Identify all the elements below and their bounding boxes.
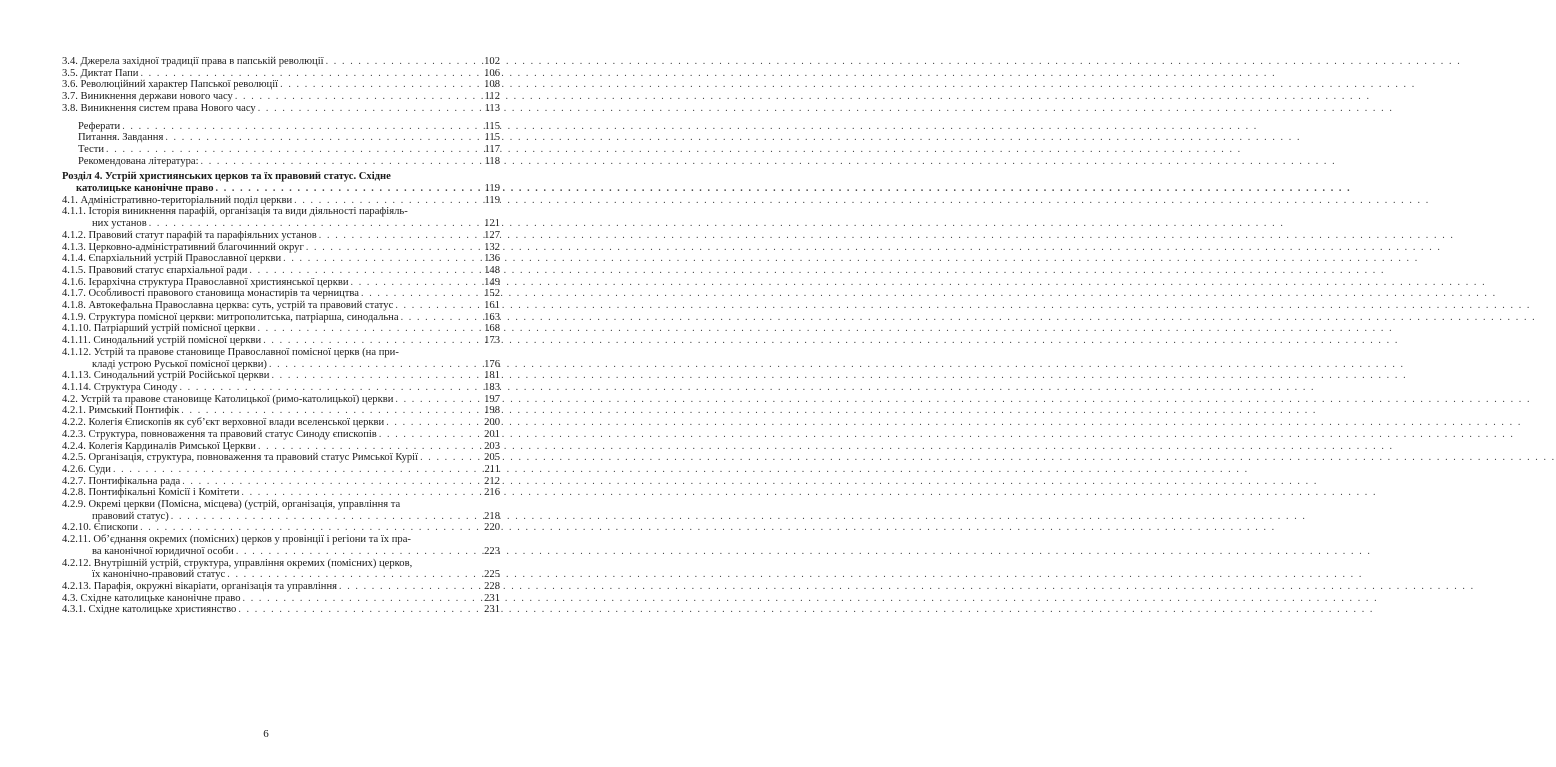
- leader-dots: [169, 511, 474, 523]
- toc-entry-page: 205: [484, 452, 500, 464]
- toc-entry-page: 198: [484, 405, 500, 417]
- toc-entry[interactable]: [62, 593, 500, 605]
- toc-entry-page: 218: [484, 510, 500, 522]
- toc-entry-page: 228: [484, 580, 500, 592]
- toc-entry-title: 4.2.11. Об’єднання окремих (помісних) церков у провінції і регіони та їх пра-: [62, 534, 411, 546]
- toc-entry[interactable]: [62, 417, 500, 429]
- toc-entry-title: 4.3. Східне католицьке канонічне право: [62, 592, 241, 604]
- toc-entry-page: 183: [484, 381, 500, 393]
- toc-entry-title: 4.1.2. Правовий статут парафій та парафіяльних установ: [62, 229, 317, 241]
- toc-section-entries: [62, 195, 500, 616]
- toc-entry-page: 197: [484, 393, 500, 405]
- toc-entry-page: 201: [484, 428, 500, 440]
- toc-entry-page: 231: [484, 604, 500, 616]
- toc-entry-title: 4.1.7. Особливості правового становища монастирів та черництва: [62, 288, 359, 300]
- leader-dots: [324, 56, 474, 68]
- toc-entry[interactable]: [62, 206, 500, 229]
- toc-entry-title: 4.1.4. Єпархіальний устрій Православної церкви: [62, 253, 282, 265]
- toc-entry[interactable]: [62, 452, 500, 464]
- leader-dots: [239, 487, 474, 499]
- leader-dots: [267, 359, 474, 371]
- toc-entry-title: 4.2.8. Понтифікальні Комісії і Комітети: [62, 487, 240, 499]
- leader-dots: [292, 195, 474, 207]
- toc-entry-page: 181: [484, 370, 500, 382]
- toc-entry-page: 203: [484, 440, 500, 452]
- toc-entry-title: 4.1. Адміністративно-територіальний поділ церкви: [62, 194, 293, 206]
- leader-dots: [199, 156, 474, 168]
- toc-entry-title: 4.1.11. Синодальний устрій помісної церкви: [62, 335, 262, 347]
- leader-dots: [384, 417, 474, 429]
- toc-entry-page: 163: [484, 311, 500, 323]
- toc-entry[interactable]: [62, 253, 500, 265]
- leader-dots: [111, 464, 474, 476]
- toc-entry-title: 3.6. Революційний характер Папської революції: [62, 79, 279, 91]
- toc-entry-page: 161: [484, 300, 500, 312]
- toc-entry[interactable]: [62, 522, 500, 534]
- toc-entry-page: 220: [484, 522, 500, 534]
- toc-entry[interactable]: [62, 230, 500, 242]
- toc-entry-continuation-line: [62, 569, 500, 581]
- toc-entry-title: 4.2.6. Суди: [62, 463, 111, 475]
- leader-dots: [278, 79, 474, 91]
- toc-entry-title: 4.2.9. Окремі церкви (Помісна, місцева) (устрій, організація, управління та: [62, 499, 401, 511]
- toc-entry[interactable]: [62, 312, 500, 324]
- toc-entry-title: 4.1.5. Правовий статус єпархіальної ради: [62, 264, 248, 276]
- toc-entry-page: 102: [484, 56, 500, 67]
- toc-entry-page: 136: [484, 253, 500, 265]
- leader-dots: [163, 132, 474, 144]
- toc-entry-page: 148: [484, 264, 500, 276]
- toc-entry-page: 112: [484, 91, 500, 103]
- toc-entry-continuation-line: [62, 511, 500, 523]
- toc-entry-page: 200: [484, 417, 500, 429]
- leader-dots: [256, 103, 474, 115]
- toc-entry-page: 211: [484, 463, 500, 475]
- toc-entry-title: 4.1.10. Патріарший устрій помісної церкви: [62, 323, 256, 335]
- toc-entry-page: 173: [484, 335, 500, 347]
- leader-dots: [225, 569, 474, 581]
- toc-entry-title: 4.2.4. Колегія Кардиналів Римської Церкви: [62, 440, 256, 452]
- toc-entry[interactable]: [78, 121, 500, 133]
- toc-entry-page: 231: [484, 592, 500, 604]
- page-number: 6: [263, 728, 269, 740]
- toc-entry[interactable]: [62, 441, 500, 453]
- section-page: 119: [484, 183, 500, 195]
- toc-entry[interactable]: [62, 581, 500, 593]
- toc-entry-page: 212: [484, 475, 500, 487]
- toc-entry-continuation: правовий статус): [92, 510, 169, 522]
- toc-entry-title: Тести: [78, 143, 105, 155]
- section-heading-text: католицьке канонічне право: [76, 183, 214, 195]
- toc-appendix-entries: [62, 121, 500, 168]
- leader-dots: [337, 581, 474, 593]
- toc-top-entries: [62, 56, 500, 115]
- toc-entry[interactable]: [62, 288, 500, 300]
- toc-entry[interactable]: [62, 56, 500, 68]
- leader-dots: [256, 441, 474, 453]
- toc-entry[interactable]: [62, 487, 500, 499]
- section-heading-line1: Розділ 4. Устрій християнських церков та їх правовий статус. Східне: [62, 171, 391, 183]
- toc-entry-page: 127: [484, 229, 500, 241]
- toc-entry-page: 223: [484, 545, 500, 557]
- toc-entry[interactable]: [62, 558, 500, 581]
- leader-dots: [349, 277, 474, 289]
- toc-entry-title: 4.2.2. Колегія Єпископів як суб’єкт верховної влади вселенської церкви: [62, 417, 385, 429]
- toc-entry[interactable]: [62, 335, 500, 347]
- section-heading-line2: [62, 183, 500, 195]
- toc-page: [0, 0, 532, 767]
- leader-dots: [236, 604, 474, 616]
- toc-entry[interactable]: [62, 300, 500, 312]
- toc-entry[interactable]: [62, 429, 500, 441]
- toc-entry-continuation-line: [62, 546, 500, 558]
- toc-entry-title: 4.2.12. Внутрішній устрій, структура, управління окремих (помісних) церков,: [62, 557, 413, 569]
- toc-entry-page: 121: [484, 218, 500, 230]
- toc-entry-title: Реферати: [78, 120, 121, 132]
- leader-dots: [377, 429, 474, 441]
- leader-dots: [269, 370, 474, 382]
- toc-entry[interactable]: [78, 132, 500, 144]
- toc-entry-continuation: їх канонічно-правовий статус: [92, 569, 226, 581]
- toc-entry[interactable]: [62, 347, 500, 370]
- toc-entry[interactable]: [62, 265, 500, 277]
- toc-entry-continuation: кладі устрою Руської помісної церкви): [92, 358, 267, 370]
- toc-entry[interactable]: [62, 476, 500, 488]
- toc-entry[interactable]: [62, 394, 500, 406]
- leader-dots: [418, 452, 474, 464]
- leader-dots: [104, 144, 474, 156]
- toc-entry-title: 4.2. Устрій та правове становище Католицької (римо-католицької) церкви: [62, 393, 394, 405]
- leader-dots: [234, 546, 474, 558]
- toc-entry-title: 4.2.10. Єпископи: [62, 522, 139, 534]
- leader-dots: [261, 335, 474, 347]
- leader-dots: [281, 253, 474, 265]
- toc-entry-title: 4.1.3. Церковно-адміністративний благочинний округ: [62, 241, 304, 253]
- toc-entry[interactable]: [62, 277, 500, 289]
- toc-entry-title: 4.2.7. Понтифікальна рада: [62, 475, 181, 487]
- toc-entry-title: 3.7. Виникнення держави нового часу: [62, 91, 233, 103]
- toc-entry-page: 132: [484, 241, 500, 253]
- toc-entry[interactable]: [62, 103, 500, 115]
- toc-entry-page: 225: [484, 569, 500, 581]
- toc-entry-title: 4.2.13. Парафія, окружні вікаріати, організація та управління: [62, 580, 337, 592]
- toc-entry[interactable]: [78, 156, 500, 168]
- toc-entry-title: 4.1.9. Структура помісної церкви: митрополитська, патріарша, синодальна: [62, 311, 399, 323]
- toc-entry[interactable]: [62, 604, 500, 616]
- toc-entry-title: 3.5. Диктат Папи: [62, 67, 139, 79]
- toc-entry-page: 117: [484, 143, 500, 155]
- toc-entry[interactable]: [62, 534, 500, 557]
- toc-entry[interactable]: [62, 195, 500, 207]
- toc-entry[interactable]: [62, 464, 500, 476]
- leader-dots: [233, 91, 474, 103]
- toc-entry-title: 4.1.14. Структура Синоду: [62, 381, 178, 393]
- toc-entry-page: 115: [484, 120, 500, 132]
- leader-dots: [247, 265, 474, 277]
- toc-entry-page: 118: [484, 155, 500, 167]
- leader-dots: [120, 121, 474, 133]
- table-of-contents: [62, 56, 500, 616]
- toc-entry-page: 113: [484, 102, 500, 114]
- toc-entry-title: 4.3.1. Східне католицьке християнство: [62, 604, 237, 616]
- toc-entry-continuation: них установ: [92, 218, 147, 230]
- leader-dots: [214, 183, 475, 195]
- toc-entry-page: 168: [484, 323, 500, 335]
- toc-entry[interactable]: [62, 242, 500, 254]
- leader-dots: [177, 382, 474, 394]
- toc-entry-title: 4.1.13. Синодальний устрій Російської церкви: [62, 370, 270, 382]
- leader-dots: [317, 230, 474, 242]
- toc-entry-page: 115: [484, 132, 500, 144]
- toc-entry-page: 108: [484, 79, 500, 91]
- toc-entry-continuation: ва канонічної юридичної особи: [92, 545, 234, 557]
- toc-entry[interactable]: [62, 370, 500, 382]
- toc-entry-title: 4.1.8. Автокефальна Православна церква: суть, устрій та правовий статус: [62, 300, 394, 312]
- toc-entry-title: 4.1.6. Ієрархічна структура Православної християнської церкви: [62, 276, 349, 288]
- leader-dots: [393, 300, 474, 312]
- toc-entry-title: 4.2.5. Організація, структура, повноваження та правовий статус Римської Курії: [62, 452, 419, 464]
- toc-entry[interactable]: [62, 382, 500, 394]
- toc-entry[interactable]: [78, 144, 500, 156]
- leader-dots: [180, 476, 474, 488]
- toc-entry[interactable]: [62, 68, 500, 80]
- toc-entry-page: 152: [484, 288, 500, 300]
- toc-entry-page: 106: [484, 67, 500, 79]
- toc-entry-page: 119: [484, 194, 500, 206]
- leader-dots: [255, 323, 474, 335]
- toc-entry[interactable]: [62, 405, 500, 417]
- leader-dots: [147, 218, 474, 230]
- toc-entry[interactable]: [62, 79, 500, 91]
- leader-dots: [304, 242, 474, 254]
- leader-dots: [399, 312, 474, 324]
- toc-entry-title: 4.1.1. Історія виникнення парафій, організація та види діяльності парафіяль-: [62, 206, 408, 218]
- toc-entry-title: 4.2.3. Структура, повноваження та правовий статус Синоду єпископів: [62, 428, 377, 440]
- toc-entry-title: 3.4. Джерела західної традиції права в папській революції: [62, 56, 324, 67]
- toc-entry-continuation-line: [62, 218, 500, 230]
- toc-entry-title: 4.1.12. Устрій та правове становище Православної помісної церкв (на при-: [62, 346, 399, 358]
- toc-entry[interactable]: [62, 323, 500, 335]
- toc-entry-continuation-line: [62, 359, 500, 371]
- leader-dots: [138, 522, 474, 534]
- toc-entry-page: 176: [484, 358, 500, 370]
- toc-entry-title: Питання. Завдання: [78, 132, 164, 144]
- toc-entry-title: 4.2.1. Римський Понтифік: [62, 405, 180, 417]
- toc-entry-title: Рекомендована література:: [78, 155, 199, 167]
- leader-dots: [138, 68, 474, 80]
- leader-dots: [359, 288, 474, 300]
- toc-entry-title: 3.8. Виникнення систем права Нового часу: [62, 102, 256, 114]
- leader-dots: [241, 593, 474, 605]
- leader-dots: [393, 394, 474, 406]
- leader-dots: [179, 405, 474, 417]
- toc-entry[interactable]: [62, 91, 500, 103]
- toc-entry-page: 149: [484, 276, 500, 288]
- toc-entry-page: 216: [484, 487, 500, 499]
- toc-entry[interactable]: [62, 499, 500, 522]
- section-heading: [62, 171, 500, 194]
